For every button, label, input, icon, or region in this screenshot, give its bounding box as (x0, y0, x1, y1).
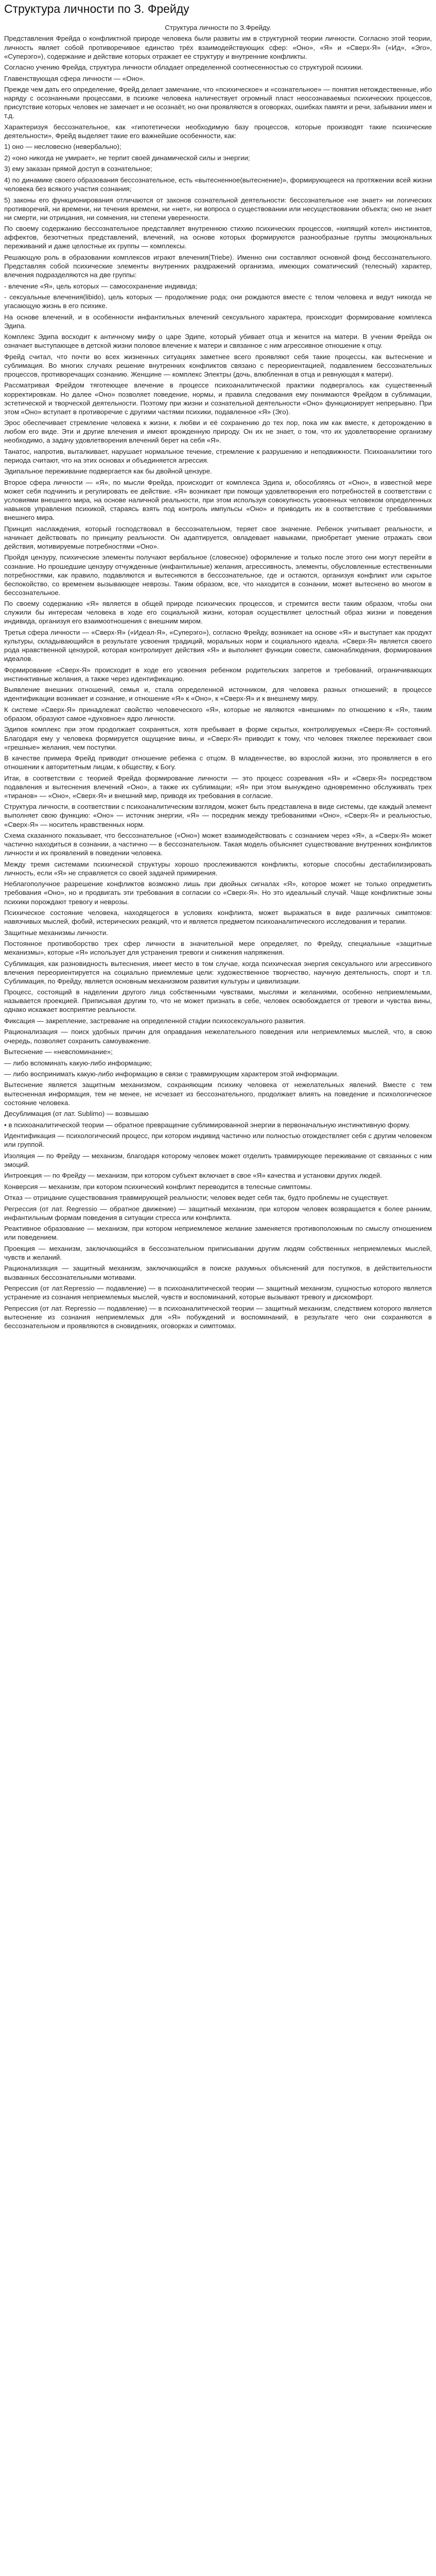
paragraph: - сексуальные влечения(libido), цель которых — продолжение рода; они рождаются вместе с телом человека и ведут никогда не угасающую жизнь в его психике. (4, 293, 432, 310)
page-title: Структура личности по З. Фрейду (4, 2, 189, 15)
paragraph: Схема сказанного показывает, что бессознательное («Оно») может взаимодействовать с сознанием через «Я», а «Сверх-Я» может частично находиться в сознании, а частично — в бессознательном. Такая модель объясняет существование внутренних конфликтов личности и их проявлений в поведении человека. (4, 832, 432, 857)
paragraph: Формирование «Сверх-Я» происходит в ходе его усвоения ребенком родительских запретов и требований, ограничивающих инстинктивные желания, а также через идентификацию. (4, 666, 432, 683)
paragraph: Итак, в соответствии с теорией Фрейда формирование личности — это процесс созревания «Я» и «Сверх-Я» посредством подавления и вытеснения влечений «Оно», а также их сублимации; «Я» при этом вынуждено одновременно обслуживать трех «тиранов» — «Оно», «Сверх-Я» и внешний мир, приводя их требования в согласие. (4, 774, 432, 800)
paragraph: Защитные механизмы личности. (4, 928, 108, 937)
paragraph: Процесс, состоящий в наделении другого лица собственными чувствами, мыслями и желаниями, особенно неприемлемыми, называется проекцией. Приписывая другим то, что не может признать в себе, человек освобождается от тревоги и чувства вины, однако искажает восприятие реальности. (4, 988, 432, 1014)
paragraph: К системе «Сверх-Я» принадлежат свойство человеческого «Я», которые не являются «внешним» по отношению к «Я», таким образом, образуют самое «духовное» ядро личности. (4, 705, 432, 722)
paragraph: По своему содержанию «Я» является в общей природе психических процессов, и стремится вести таким образом, чтобы они служили бы интересам человека в ходе его социальной жизни, которая осуществляет целостный образ жизни и поведения индивида, организуя его взаимоотношения с внешним миром. (4, 600, 432, 625)
paragraph: Фиксация — закрепление, застревание на определенной стадии психосексуального развития. (4, 1016, 305, 1025)
paragraph: Интроекция — по Фрейду — механизм, при котором субъект включает в свое «Я» качества и установки других людей. (4, 1172, 382, 1180)
paragraph: Характеризуя бессознательное, как «гипотетически необходимую базу процессов, которые производят такие психические деятельности», Фрейд выделяет такие его важнейшие особенности, как: (4, 123, 432, 140)
paragraph: Пройдя цензуру, психические элементы получают вербальное (словесное) оформление и только после этого они могут перейти в сознание. Но прошедшие цензуру отчужденные (инфантильные) желания, агрессивность, элементы, обусловленные естественными потребностями, как правило, подавляются и вытесняются в бессознательное, где и остаются, организуя конфликт или скрытое беспокойство, со временем вызывающее неврозы. Таким образом, все, что находится в сознании, может вытеснено во многом в бессознательное. (4, 553, 432, 597)
paragraph: Главенствующая сфера личности — «Оно». (4, 74, 145, 82)
paragraph: - влечение «Я», цель которых — самосохранение индивида; (4, 282, 198, 290)
paragraph: Идентификация — психологический процесс, при котором индивид частично или полностью отождествляет себя с другим человеком или группой. (4, 1132, 432, 1149)
paragraph: По своему содержанию бессознательное представляет внутреннюю стихию психических процессов, «кипящий котел» инстинктов, аффектов, безотчетных представлений, влечений, на основе которых формируются разнообразные группы эмоциональных переживаний и даже целостные их группы — комплексы. (4, 225, 432, 250)
paragraph: Репрессия (от лат.Repressio — подавление) — в психоаналитической теории — защитный механизм, сущностью которого является устранение из сознания неприемлемых мыслей, чувств и воспоминаний, которые вызывают тревогу и дискомфорт. (4, 1284, 432, 1301)
paragraph: Структура личности, в соответствии с психоаналитическим взглядом, может быть представлена в виде системы, где каждый элемент выполняет свою функцию: «Оно» — источник энергии, «Я» — посредник между требованиями «Оно», «Сверх-Я» и реальностью, «Сверх-Я» — носитель нравственных норм. (4, 803, 432, 828)
paragraph: Структура личности по З.Фрейду. (165, 24, 271, 31)
paragraph: Репрессия (от лат. Repressio — подавление) — в психоаналитической теории — защитный механизм, следствием которого является вытеснение из сознания неприемлемых для «Я» побуждений и воспоминаний, в результате чего они сохраняются в бессознательном и проявляются в сновидениях, оговорках и симптомах. (4, 1304, 432, 1330)
paragraph: Третья сфера личности — «Сверх-Я» («Идеал-Я», «Суперэго»), согласно Фрейду, возникает на основе «Я» и выступает как продукт культуры, складывающийся в результате усвоения традиций, моральных норм и социального идеала. «Сверх-Я» является своего рода нравственной цензурой, которая контролирует действия «Я» и выполняет функции совести, самонаблюдения, формирования идеалов. (4, 628, 432, 663)
paragraph: 2) «оно никогда не умирает», не терпит своей динамической силы и энергии; (4, 154, 250, 162)
paragraph: Изоляция — по Фрейду — механизм, благодаря которому человек может отделить травмирующее переживание от связанных с ним эмоций. (4, 1151, 432, 1168)
paragraph: Выявление внешних отношений, семья и, стала определенной источником, для человека разных отношений; в процессе идентификации возникает и сознание, и отношение «Я» к «Оно», к «Сверх-Я» и к внешнему миру. (4, 686, 432, 703)
paragraph: Второе сфера личности — «Я», по мысли Фрейда, происходит от комплекса Эдипа и, обособляясь от «Оно», в известной мере может себя подчинить и регулировать ее действие. «Я» возникает при помощи удовлетворения его потребностей в соответствии с условиями внешнего мира, на основе наличной реальности, при этом используя совокупность усвоенных человеком определенных навыков управления психикой, стараясь взять под контроль импульсы «Оно» и приводить их в соответствие с требованиями внешнего мира. (4, 478, 432, 522)
paragraph: Проекция — механизм, заключающийся в бессознательном приписывании другим людям собственных неприемлемых мыслей, чувств и желаний. (4, 1244, 432, 1261)
paragraph: Эрос обеспечивает стремление человека к жизни, к любви и её сохранению до тех пор, пока им как вместе, к деторождению в любом его виде. Эти и другие влечения и имеют врожденную природу. Он их не знает, о том, что их удовлетворение организму необходимо, а задачу удовлетворения влечений берет на себя «Я». (4, 419, 432, 445)
paragraph: Вытеснение — «невспоминание»; (4, 1048, 113, 1056)
paragraph: — либо воспринимать какую-либо информацию в связи с травмирующим характером этой информации. (4, 1070, 339, 1078)
paragraph: — либо вспоминать какую-либо информацию; (4, 1059, 152, 1067)
paragraph: Конверсия — механизм, при котором психический конфликт переводится в телесные симптомы. (4, 1182, 312, 1191)
paragraph: Психическое состояние человека, находящегося в условиях конфликта, может выражаться в виде различных симптомов: навязчивых мыслей, фобий, истерических реакций, что и является предметом психоаналитического исследования и терапии. (4, 908, 432, 926)
paragraph: Эдипов комплекс при этом продолжает сохраняться, хотя пребывает в форме скрытых, контролируемых «Сверх-Я» состояний. Благодаря ему у человека формируется ощущение вины, и «Сверх-Я» приводит к тому, что человек тяжелее переживает свои «грешные» желания, чем поступки. (4, 725, 432, 751)
paragraph: Вытеснение является защитным механизмом, сохраняющим психику человека от нежелательных явлений. Вместе с тем вытесненная информация, тем не менее, не исчезает из бессознательного, продолжает влиять на поведение и психологическое состояние человека. (4, 1081, 432, 1107)
paragraph: Прежде чем дать его определение, Фрейд делает замечание, что «психическое» и «сознательное» — понятия нетождественные, ибо наряду с осознанными процессами, в психике человека наличествует огромный пласт неосознаваемых психических процессов, присутствие которых человек не замечает и не осознаёт, но они проявляются в оговорках, ошибках памяти и речи, забывании имен и т.д. (4, 86, 432, 120)
paragraph: Неблагополучное разрешение конфликтов возможно лишь при двойных сигналах «Я», которое может не только опредметить требования «Оно», но и продвигать эти требования в согласии со «Сверх-Я». Но это идеальный случай. Чаще конфликтные зоны психики порождают тревогу и неврозы. (4, 880, 432, 906)
document-body (4, 23, 432, 1330)
paragraph: Отказ — отрицание существования травмирующей реальности; человек ведет себя так, будто проблемы не существует. (4, 1194, 389, 1202)
paragraph: 4) по динамике своего образования бессознательное, есть «вытесненное(вытеснение)», формирующееся на протяжении всей жизни человека без всякого участия сознания; (4, 176, 432, 193)
paragraph: Сублимация, как разновидность вытеснения, имеет место в том случае, когда психическая энергия сексуального или агрессивного влечения переориентируется на социально приемлемые цели: художественное творчество, научную деятельность, спорт и т.п. Сублимация, по Фрейду, является основным механизмом развития культуры и цивилизации. (4, 959, 432, 985)
paragraph: Рационализация — поиск удобных причин для оправдания нежелательного поведения или неприемлемых мыслей, что, в свою очередь, позволяет сохранить самоуважение. (4, 1028, 432, 1045)
paragraph: Десублимация (от лат. Sublimo) — возвышаю (4, 1110, 149, 1118)
paragraph: Реактивное образование — механизм, при котором неприемлемое желание заменяется противоположным по смыслу отношением или поведением. (4, 1225, 432, 1242)
paragraph: В качестве примера Фрейд приводит отношение ребенка с отцом. В младенчестве, во взрослой жизни, это проявляется в его отношении к авторитетным лицам, к обществу, к Богу. (4, 754, 432, 771)
paragraph: Регрессия (от лат. Regressio — обратное движение) — защитный механизм, при котором человек возвращается к более ранним, инфантильным формам поведения в ситуации стресса или конфликта. (4, 1205, 432, 1222)
paragraph: 5) законы его функционирования отличаются от законов сознательной деятельности: бессознательное «не знает» ни логических противоречий, ни времени, ни течения времени, ни «нет», ни вопроса о существовании или несуществовании объекта; оно не знает ни смерти, ни отрицания, ни сомнения, ни степени уверенности. (4, 196, 432, 222)
paragraph: Фрейд считал, что почти во всех жизненных ситуациях заметнее всего проявляют себя такие процессы, как вытеснение и сублимация. Во многих случаях решение внутренних конфликтов связано с переориентацией, подавлением бессознательных процессов, противоречащих сознанию. Женщине — комплекс Электры (дочь, влюбленная в отца и ревнующая к матери). (4, 352, 432, 378)
paragraph: На основе влечений, и в особенности инфантильных влечений сексуального характера, происходит формирование комплекса Эдипа. (4, 313, 432, 330)
paragraph: Эдипальное переживание подвергается как бы двойной цензуре. (4, 467, 212, 476)
paragraph: • в психоаналитической теории — обратное превращение сублимированной энергии в первоначальную инстинктивную форму. (4, 1121, 411, 1129)
paragraph: Между тремя системами психической структуры хорошо прослеживаются конфликты, которые способны дестабилизировать личность, если «Я» не справляется со своей задачей примирения. (4, 860, 432, 877)
paragraph: Рассматривая Фрейдом тяготеющее влечение в процессе психоаналитической практики подвергалось как существенный корректировкам. Но далее «Оно» позволяет поведение, нормы, и правила следования ему понимаются Фрейдом в сублимации, эстетической и творческой деятельности. Поэтому при жизни и сознательной деятельности «Оно» функционирует непрерывно. При этом «Оно» вступает в противоречие с другими частями психики, подавленное «Я» (Эго). (4, 381, 432, 416)
paragraph: Танатос, напротив, выталкивает, нарушает нормальное течение, стремление к разрушению и неподвижности. Психоаналитики того периода считают, что на этих основах и объединяется агрессия. (4, 447, 432, 464)
paragraph: Принцип наслаждения, который господствовал в бессознательном, теряет свое значение. Ребенок учитывает реальности, и начинает действовать по принципу реальности. Он адаптируется, овладевает навыками, приобретает умение отражать свои действия, мотивируемые потребностями «Оно». (4, 524, 432, 550)
paragraph: 1) оно — несловесно (невербально); (4, 143, 121, 151)
paragraph: Решающую роль в образовании комплексов играют влечения(Triebe). Именно они составляют основной фонд бессознательного. Представляя собой психические элементы внутренних раздражений организма, имеющих соматический (телесный) характер, влечения подразделяются на две группы: (4, 253, 432, 279)
paragraph: Постоянное противоборство трех сфер личности в значительной мере определяет, по Фрейду, специальные «защитные механизмы», которые «Я» использует для устранения тревоги и снижения напряжения. (4, 940, 432, 957)
paragraph: Комплекс Эдипа восходит к античному мифу о царе Эдипе, который убивает отца и женится на матери. В учении Фрейда он означает выступающее в детской жизни половое влечение к матери и связанное с ним агрессивное отношение к отцу. (4, 333, 432, 350)
paragraph: Представления Фрейда о конфликтной природе человека были развиты им в структурной теории личности. Согласно этой теории, личность являет собой противоречивое единство трёх взаимодействующих сфер: «Оно», «Я» и «Сверх-Я» («Ид», «Эго», «Суперэго»), содержание и действие которых отражает ее структуру и внутренние конфликты. (4, 35, 432, 60)
paragraph: Согласно учению Фрейда, структура личности обладает определенной соотнесенностью со структурой психики. (4, 63, 363, 72)
paragraph: 3) ему заказан прямой доступ в сознательное; (4, 165, 152, 173)
paragraph: Рационализация — защитный механизм, заключающийся в поиске разумных объяснений для поступков, в действительности вызванных бессознательными мотивами. (4, 1264, 432, 1281)
